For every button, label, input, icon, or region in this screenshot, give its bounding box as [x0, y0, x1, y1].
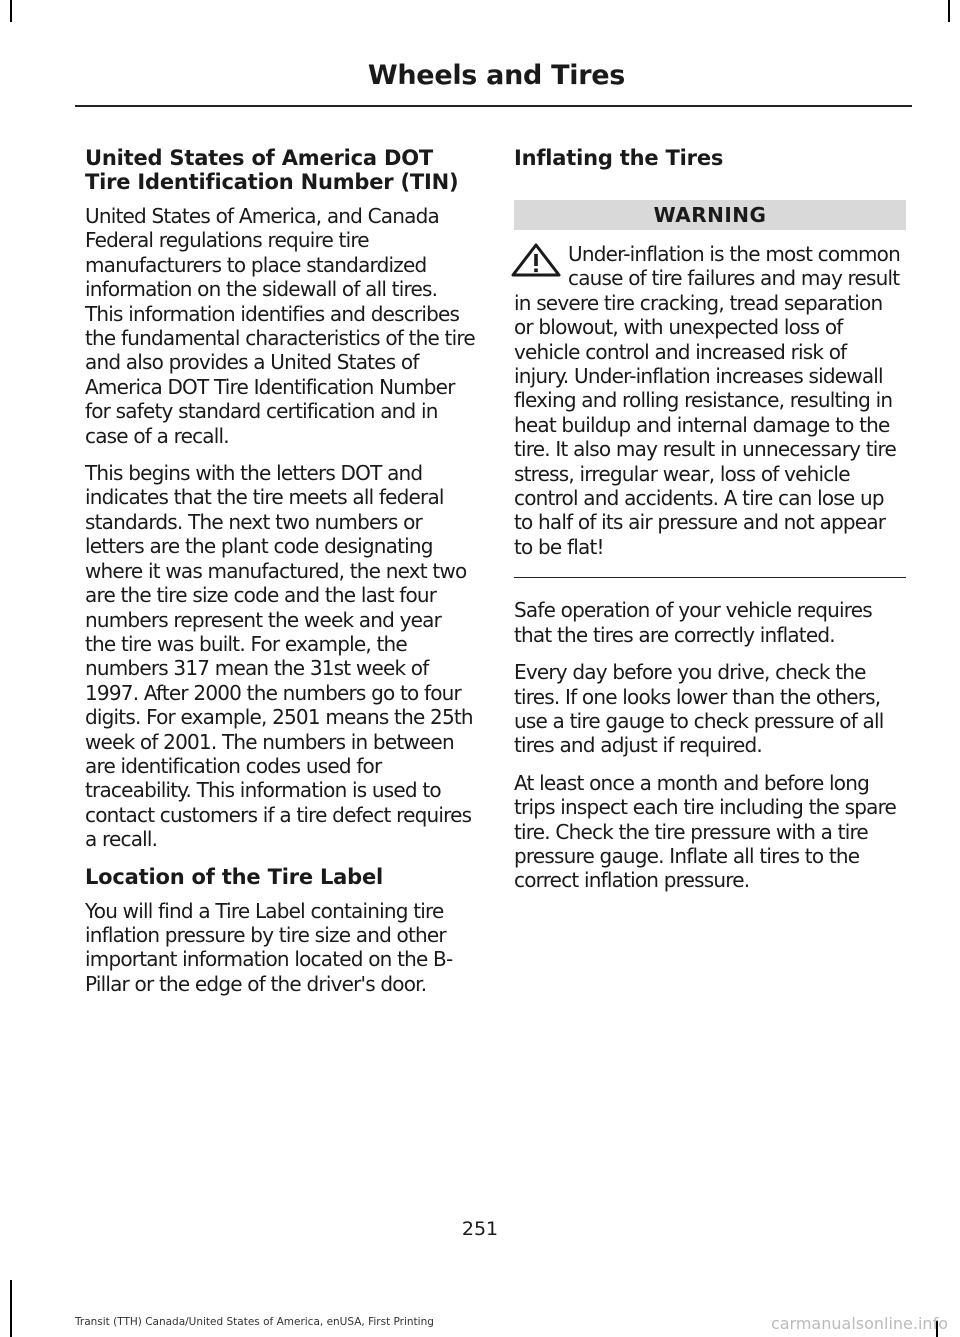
footer-text: Transit (TTH) Canada/United States of America, enUSA, First Printing: [75, 1316, 434, 1328]
crop-mark-top-left: [10, 0, 12, 22]
warning-text: Under-inflation is the most common cause of tire failures and may result in severe tire cracking, tread separation or blowout, with unexpected loss of vehicle control and increased risk of injury. Under-inflation increases sidewall flexing and rolling resistance, resulting in heat buildup and internal damage to the tire. It also may result in unnecessary tire stress, irregular wear, loss of vehicle control and accidents. A tire can lose up to half of its air pressure and not appear to be flat!: [514, 242, 900, 559]
warning-divider: [514, 577, 906, 578]
warning-block: [514, 242, 906, 559]
warning-triangle-icon: [510, 242, 562, 278]
inflating-paragraph-3: At least once a month and before long trips inspect each tire including the spare tire. Check the tire pressure with a tire pressure gauge. Inflate all tires to the correct inflation pressure.: [514, 770, 897, 893]
inflating-paragraph-1: Safe operation of your vehicle requires that the tires are correctly inflated.: [514, 598, 872, 647]
inflating-paragraph-2: Every day before you drive, check the tires. If one looks lower than the others, use a tire gauge to check pressure of all tires and adjust if required.: [514, 660, 884, 758]
page-number: 251: [461, 1218, 499, 1240]
tin-paragraph-1: United States of America, and Canada Federal regulations require tire manufacturers to place standardized information on the sidewall of all tires. This information identifies and describes the fundamental characteristics of the tire and also provides a United States of America DOT Tire Identification Number for safety standard certification and in case of a recall.: [85, 204, 475, 448]
left-column: [85, 146, 475, 1009]
watermark: carmanualsonline.info: [770, 1314, 948, 1333]
header-divider: [75, 105, 912, 107]
tire-label-paragraph: You will find a Tire Label containing tire inflation pressure by tire size and other important information located on the B-Pillar or the edge of the driver's door.: [85, 898, 453, 996]
crop-mark-bottom-left: [10, 1280, 12, 1337]
crop-mark-top-right: [948, 0, 950, 22]
right-column: [514, 146, 906, 906]
tin-heading: United States of America DOT Tire Identification Number (TIN): [85, 146, 459, 194]
page-title: Wheels and Tires: [367, 60, 625, 91]
tire-label-heading: Location of the Tire Label: [85, 864, 384, 889]
warning-banner: WARNING: [514, 200, 906, 230]
tin-paragraph-2: This begins with the letters DOT and indicates that the tire meets all federal standards. The next two numbers or letters are the plant code designating where it was manufactured, the next two are the tire size code and the last four numbers represent the week and year the tire was built. For example, the numbers 317 mean the 31st week of 1997. After 2000 the numbers go to four digits. For example, 2501 means the 25th week of 2001. The numbers in between are identification codes used for traceability. This information is used to contact customers if a tire defect requires a recall.: [85, 461, 473, 852]
inflating-heading: Inflating the Tires: [514, 146, 724, 170]
